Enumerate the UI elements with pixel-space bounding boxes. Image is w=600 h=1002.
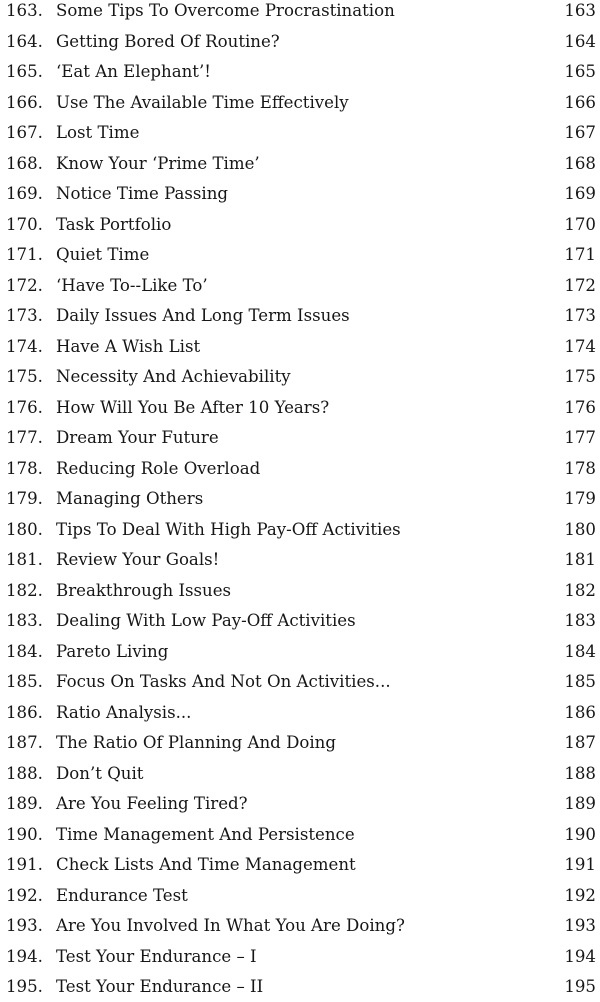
entry-page: 190 xyxy=(564,824,596,844)
entry-title: Have A Wish List xyxy=(56,336,201,356)
entry-title: Tips To Deal With High Pay-Off Activities xyxy=(56,519,401,539)
entry-number: 192. xyxy=(6,885,43,905)
entry-title: Some Tips To Overcome Procrastination xyxy=(56,1,395,20)
entry-title: Quiet Time xyxy=(56,245,150,264)
entry-number: 168. xyxy=(6,153,43,173)
entry-title: Endurance Test xyxy=(56,885,188,905)
entry-title: Ratio Analysis... xyxy=(56,702,192,722)
toc-entry xyxy=(0,27,600,57)
entry-number: 190. xyxy=(6,824,43,844)
entry-number: 175. xyxy=(6,367,43,386)
entry-title: How Will You Be After 10 Years? xyxy=(56,397,330,417)
entry-title: Breakthrough Issues xyxy=(56,580,232,600)
entry-page: 166 xyxy=(564,92,596,112)
entry-title: ‘Have To--Like To’ xyxy=(56,275,208,295)
entry-number: 174. xyxy=(6,336,43,356)
entry-page: 189 xyxy=(564,794,596,813)
entry-title: Reducing Role Overload xyxy=(56,458,261,478)
entry-number: 169. xyxy=(6,184,43,203)
toc-entry xyxy=(0,911,600,941)
entry-title: Are You Involved In What You Are Doing? xyxy=(56,916,405,935)
entry-page: 184 xyxy=(564,641,596,661)
entry-title: Task Portfolio xyxy=(56,214,172,234)
toc-entry xyxy=(0,271,600,301)
entry-title: Daily Issues And Long Term Issues xyxy=(56,306,350,325)
entry-number: 180. xyxy=(6,519,43,539)
toc-entry xyxy=(0,88,600,118)
entry-title: Review Your Goals! xyxy=(56,550,220,569)
entry-number: 166. xyxy=(6,92,43,112)
entry-page: 177 xyxy=(564,428,596,447)
entry-page: 193 xyxy=(564,916,596,935)
entry-title: Focus On Tasks And Not On Activities... xyxy=(56,672,391,691)
toc-entry xyxy=(0,881,600,911)
toc-entry xyxy=(0,301,600,331)
toc-entry xyxy=(0,576,600,606)
toc-entry xyxy=(0,57,600,87)
entry-number: 182. xyxy=(6,580,43,600)
entry-number: 185. xyxy=(6,672,43,691)
entry-number: 164. xyxy=(6,31,43,51)
toc-entry xyxy=(0,393,600,423)
entry-number: 184. xyxy=(6,641,43,661)
toc-entry xyxy=(0,0,600,26)
toc-entry xyxy=(0,118,600,148)
entry-page: 178 xyxy=(564,458,596,478)
entry-page: 192 xyxy=(564,885,596,905)
entry-title: Managing Others xyxy=(56,489,204,508)
entry-title: Pareto Living xyxy=(56,641,169,661)
toc-entry xyxy=(0,972,600,1002)
entry-number: 191. xyxy=(6,855,43,874)
entry-page: 181 xyxy=(564,550,596,569)
entry-page: 165 xyxy=(564,62,596,81)
entry-number: 177. xyxy=(6,428,43,447)
entry-number: 186. xyxy=(6,702,43,722)
entry-title: Notice Time Passing xyxy=(56,184,229,203)
entry-number: 172. xyxy=(6,275,43,295)
toc-entry xyxy=(0,210,600,240)
entry-number: 193. xyxy=(6,916,43,935)
entry-title: Lost Time xyxy=(56,123,140,142)
toc-entry xyxy=(0,149,600,179)
entry-number: 173. xyxy=(6,306,43,325)
toc-entry xyxy=(0,606,600,636)
toc-entry xyxy=(0,820,600,850)
entry-page: 183 xyxy=(564,611,596,630)
entry-title: The Ratio Of Planning And Doing xyxy=(56,733,336,752)
toc-entry xyxy=(0,942,600,972)
entry-title: Dream Your Future xyxy=(56,428,219,447)
entry-title: Necessity And Achievability xyxy=(56,367,291,386)
entry-title: Getting Bored Of Routine? xyxy=(56,31,280,51)
entry-title: Dealing With Low Pay-Off Activities xyxy=(56,611,356,630)
entry-page: 170 xyxy=(564,214,596,234)
entry-number: 163. xyxy=(6,1,43,20)
entry-page: 186 xyxy=(564,702,596,722)
toc-entry xyxy=(0,667,600,697)
entry-page: 163 xyxy=(564,1,596,20)
entry-page: 195 xyxy=(564,977,596,996)
toc-entry xyxy=(0,545,600,575)
entry-number: 167. xyxy=(6,123,43,142)
toc-entry xyxy=(0,240,600,270)
toc-entry xyxy=(0,698,600,728)
toc-entry xyxy=(0,515,600,545)
entry-page: 182 xyxy=(564,580,596,600)
entry-page: 185 xyxy=(564,672,596,691)
entry-title: Are You Feeling Tired? xyxy=(56,794,248,813)
entry-number: 171. xyxy=(6,245,43,264)
toc-entry xyxy=(0,728,600,758)
entry-number: 179. xyxy=(6,489,43,508)
entry-page: 187 xyxy=(564,733,596,752)
toc-entry xyxy=(0,484,600,514)
entry-title: Check Lists And Time Management xyxy=(56,855,356,874)
entry-title: Time Management And Persistence xyxy=(56,824,355,844)
entry-page: 169 xyxy=(564,184,596,203)
entry-page: 173 xyxy=(564,306,596,325)
entry-number: 178. xyxy=(6,458,43,478)
entry-title: Don’t Quit xyxy=(56,763,144,783)
entry-number: 195. xyxy=(6,977,43,996)
entry-page: 167 xyxy=(564,123,596,142)
entry-page: 172 xyxy=(564,275,596,295)
entry-page: 168 xyxy=(564,153,596,173)
entry-page: 188 xyxy=(564,763,596,783)
toc-entry xyxy=(0,637,600,667)
entry-page: 176 xyxy=(564,397,596,417)
toc-entry xyxy=(0,850,600,880)
entry-title: Use The Available Time Effectively xyxy=(56,92,349,112)
toc-entry xyxy=(0,423,600,453)
entry-title: Test Your Endurance – I xyxy=(56,946,257,966)
entry-page: 175 xyxy=(564,367,596,386)
entry-number: 181. xyxy=(6,550,43,569)
entry-number: 165. xyxy=(6,62,43,81)
entry-page: 174 xyxy=(564,336,596,356)
entry-page: 194 xyxy=(564,946,596,966)
entry-number: 189. xyxy=(6,794,43,813)
entry-number: 187. xyxy=(6,733,43,752)
entry-number: 188. xyxy=(6,763,43,783)
entry-number: 194. xyxy=(6,946,43,966)
entry-number: 176. xyxy=(6,397,43,417)
entry-title: Know Your ‘Prime Time’ xyxy=(56,153,260,173)
entry-page: 179 xyxy=(564,489,596,508)
toc-entry xyxy=(0,332,600,362)
entry-page: 164 xyxy=(564,31,596,51)
toc-entry xyxy=(0,789,600,819)
entry-page: 191 xyxy=(564,855,596,874)
entry-number: 170. xyxy=(6,214,43,234)
entry-page: 180 xyxy=(564,519,596,539)
toc-entry xyxy=(0,454,600,484)
toc-entry xyxy=(0,179,600,209)
entry-page: 171 xyxy=(564,245,596,264)
entry-title: Test Your Endurance – II xyxy=(56,977,264,996)
toc-entry xyxy=(0,362,600,392)
entry-title: ‘Eat An Elephant’! xyxy=(56,62,211,81)
toc-entry xyxy=(0,759,600,789)
entry-number: 183. xyxy=(6,611,43,630)
